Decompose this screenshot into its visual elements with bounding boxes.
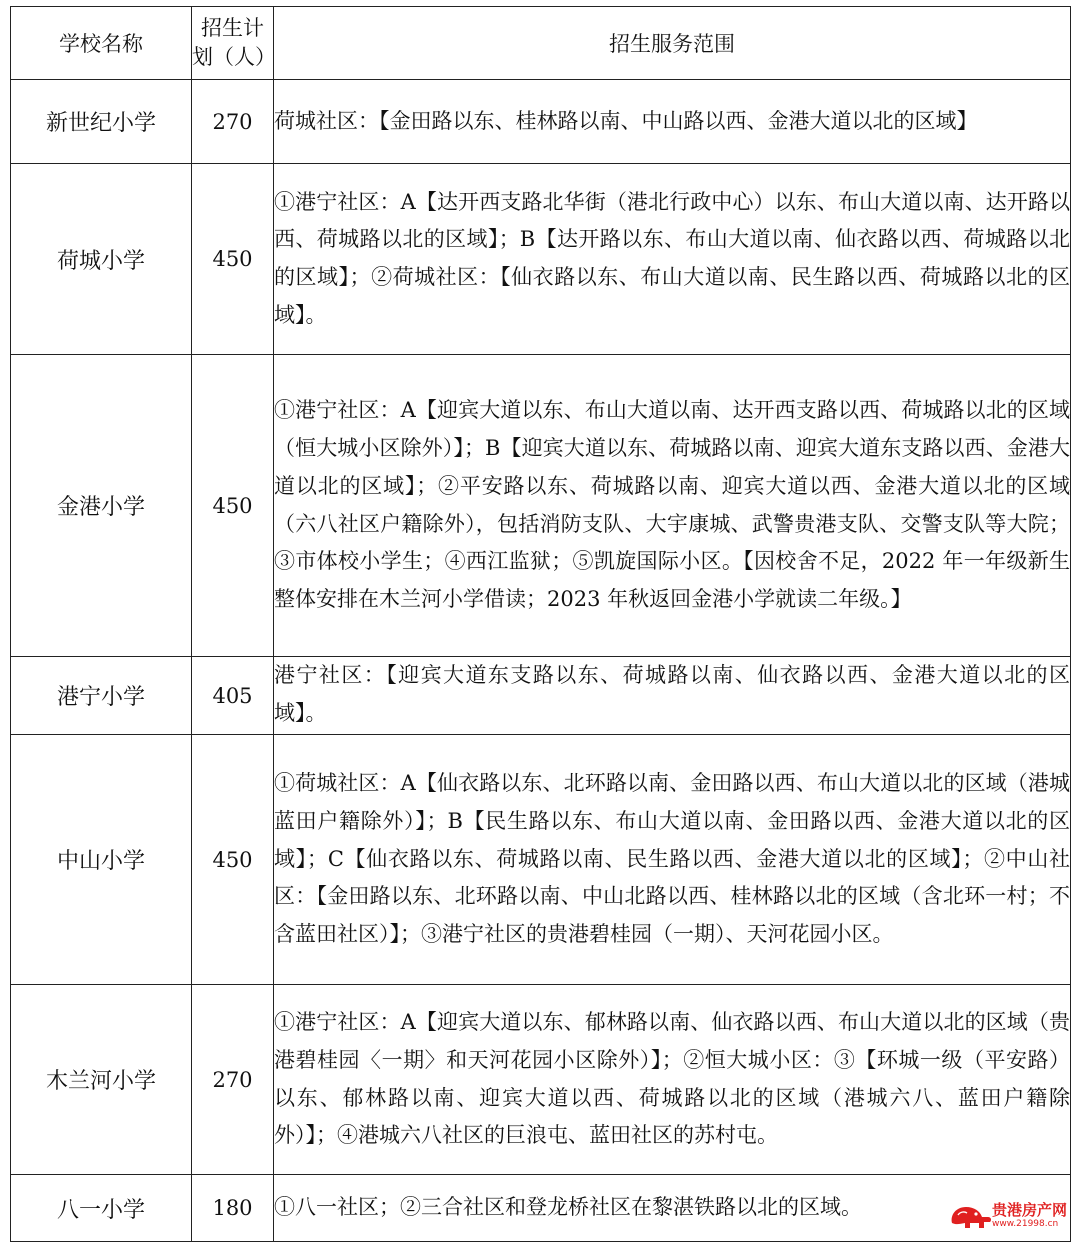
header-service-scope: 招生服务范围 <box>274 7 1071 80</box>
table-row <box>11 80 1071 164</box>
header-plan-line1: 招生计 <box>201 16 264 40</box>
service-scope: ①八一社区；②三合社区和登龙桥社区在黎湛铁路以北的区域。 <box>274 1175 1071 1242</box>
header-enrollment-plan <box>192 7 274 80</box>
enrollment-plan: 450 <box>192 355 274 657</box>
school-name: 金港小学 <box>11 355 192 657</box>
enrollment-plan: 270 <box>192 985 274 1175</box>
header-plan-line2: 划（人） <box>192 45 276 69</box>
service-scope: ①港宁社区：A【达开西支路北华街（港北行政中心）以东、布山大道以南、达开路以西、荷城路以北的区域】；B【达开路以东、布山大道以南、仙衣路以西、荷城路以北的区域】；②荷城社区：【仙衣路以东、布山大道以南、民生路以西、荷城路以北的区域】。 <box>274 164 1071 355</box>
elephant-logo-icon <box>948 1201 994 1231</box>
school-name: 新世纪小学 <box>11 80 192 164</box>
enrollment-table <box>10 6 1071 1242</box>
enrollment-plan: 270 <box>192 80 274 164</box>
school-name: 中山小学 <box>11 735 192 985</box>
table-row <box>11 164 1071 355</box>
enrollment-plan: 180 <box>192 1175 274 1242</box>
watermark-url: www.21998.cn <box>992 1219 1059 1229</box>
service-scope: ①港宁社区：A【迎宾大道以东、郁林路以南、仙衣路以西、布山大道以北的区域（贵港碧桂园〈一期〉和天河花园小区除外）】；②恒大城小区：③【环城一级（平安路）以东、郁林路以南、迎宾大道以西、荷城路以北的区域（港城六八、蓝田户籍除外）】；④港城六八社区的巨浪屯、蓝田社区的苏村屯。 <box>274 985 1071 1175</box>
enrollment-plan: 405 <box>192 657 274 735</box>
watermark-site-name: 贵港房产网 <box>992 1201 1068 1219</box>
enrollment-plan: 450 <box>192 164 274 355</box>
table-row <box>11 657 1071 735</box>
service-scope: 港宁社区：【迎宾大道东支路以东、荷城路以南、仙衣路以西、金港大道以北的区域】。 <box>274 657 1071 735</box>
school-name: 荷城小学 <box>11 164 192 355</box>
site-watermark <box>948 1193 1074 1239</box>
service-scope: ①荷城社区：A【仙衣路以东、北环路以南、金田路以西、布山大道以北的区域（港城蓝田户籍除外）】；B【民生路以东、布山大道以南、金田路以西、金港大道以北的区域】；C【仙衣路以东、荷城路以南、民生路以西、金港大道以北的区域】；②中山社区：【金田路以东、北环路以南、中山北路以西、桂林路以北的区域（含北环一村；不含蓝田社区）】；③港宁社区的贵港碧桂园（一期）、天河花园小区。 <box>274 735 1071 985</box>
table-row <box>11 355 1071 657</box>
header-school-name: 学校名称 <box>11 7 192 80</box>
school-name: 八一小学 <box>11 1175 192 1242</box>
table-row <box>11 735 1071 985</box>
table-row <box>11 1175 1071 1242</box>
school-name: 木兰河小学 <box>11 985 192 1175</box>
service-scope: ①港宁社区：A【迎宾大道以东、布山大道以南、达开西支路以西、荷城路以北的区域（恒大城小区除外）】；B【迎宾大道以东、荷城路以南、迎宾大道东支路以西、金港大道以北的区域】；②平安路以东、荷城路以南、迎宾大道以西、金港大道以北的区域（六八社区户籍除外），包括消防支队、大宇康城、武警贵港支队、交警支队等大院；③市体校小学生；④西江监狱；⑤凯旋国际小区。【因校舍不足，2022 年一年级新生整体安排在木兰河小学借读；2023 年秋返回金港小学就读二年级。】 <box>274 355 1071 657</box>
table-row <box>11 985 1071 1175</box>
table-header-row <box>11 7 1071 80</box>
school-name: 港宁小学 <box>11 657 192 735</box>
service-scope: 荷城社区：【金田路以东、桂林路以南、中山路以西、金港大道以北的区域】 <box>274 80 1071 164</box>
enrollment-plan: 450 <box>192 735 274 985</box>
